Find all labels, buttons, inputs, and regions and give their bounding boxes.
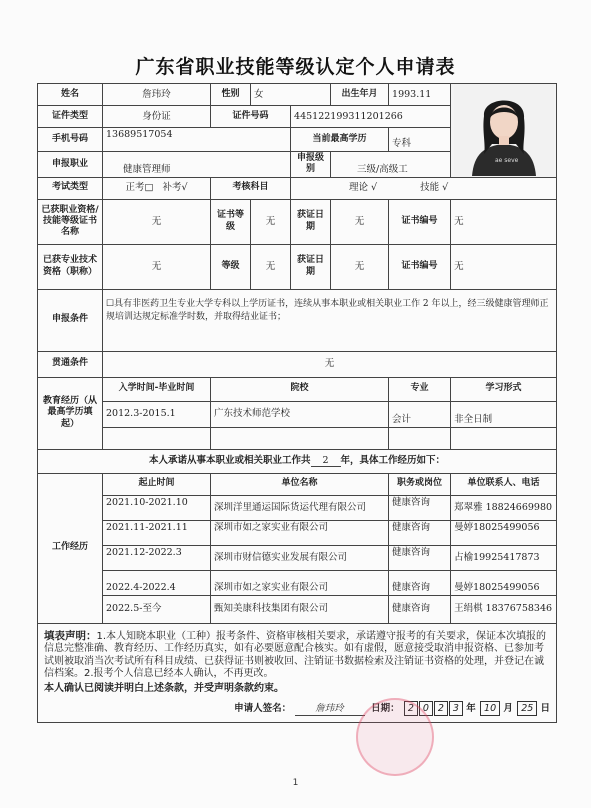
table-row (38, 495, 557, 520)
cert2-date[interactable]: 无 (331, 244, 389, 289)
cert1-date-label: 获证日期 (291, 199, 331, 244)
declaration-heading: 填表声明： (44, 629, 97, 642)
cert1-no[interactable]: 无 (451, 199, 557, 244)
name-value[interactable]: 詹玮玲 (103, 84, 211, 106)
exam-options[interactable] (103, 177, 211, 199)
subject-skill-option[interactable]: 技能 √ (420, 182, 449, 194)
pledge-prefix: 本人承诺从事本职业或相关职业工作共 (149, 454, 311, 466)
work-company[interactable]: 深圳市如之家实业有限公司 (211, 520, 389, 545)
work-period[interactable]: 2021.11-2021.11 (103, 520, 211, 545)
svg-text:ae seve: ae seve (494, 157, 518, 165)
table-row (38, 570, 557, 595)
condition-text[interactable]: ☐具有非医药卫生专业大学专科以上学历证书，连续从事本职业或相关职业工作 2 年以上，经三级健康管理师正规培训达规定标准学时数，并取得结业证书； (103, 289, 557, 351)
exam-label: 考试类型 (38, 177, 103, 199)
work-company[interactable]: 深圳洋里通运国际货运代理有限公司 (211, 495, 389, 520)
cert2-grade[interactable]: 无 (251, 244, 291, 289)
work-company[interactable]: 深圳市如之家实业有限公司 (211, 570, 389, 595)
birth-label: 出生年月 (331, 84, 389, 106)
cert2-grade-label: 等级 (211, 244, 251, 289)
exam-makeup-option[interactable]: 补考√ (162, 182, 188, 194)
level-value[interactable]: 三级/高级工 (331, 152, 451, 178)
work-contact[interactable]: 曼婷18025499056 (451, 570, 557, 595)
work-label: 工作经历 (38, 473, 103, 623)
sign-label: 申请人签名： (234, 703, 292, 714)
applicant-signature[interactable]: 詹玮玲 (295, 703, 365, 716)
gender-label: 性别 (211, 84, 251, 106)
cert1-no-label: 证书编号 (389, 199, 451, 244)
table-row (38, 427, 557, 449)
subject-label: 考核科目 (211, 177, 291, 199)
work-contact[interactable]: 占榆19925417873 (451, 545, 557, 570)
cert2-label: 已获专业技术资格（职称） (38, 244, 103, 289)
work-post[interactable]: 健康咨询 (389, 570, 451, 595)
cert2-name[interactable]: 无 (103, 244, 211, 289)
pledge-suffix: 年，具体工作经历如下： (340, 454, 446, 466)
declaration-confirm: 本人确认已阅读并明白上述条款，并受声明条款约束。 (44, 682, 284, 694)
month-unit: 月 (503, 703, 513, 714)
work-header-period: 起止时间 (103, 473, 211, 495)
work-post[interactable]: 健康咨询 (389, 520, 451, 545)
work-post[interactable]: 健康咨询 (389, 495, 451, 520)
subject-options[interactable] (291, 177, 557, 199)
edu-major[interactable]: 会计 (389, 401, 451, 427)
work-post[interactable]: 健康咨询 (389, 545, 451, 570)
cert1-grade[interactable]: 无 (251, 199, 291, 244)
edu-empty-cell[interactable] (389, 427, 451, 449)
work-post[interactable]: 健康咨询 (389, 595, 451, 623)
portrait-image (454, 84, 554, 176)
date-day[interactable]: 25 (517, 701, 537, 716)
table-row (38, 595, 557, 623)
work-contact[interactable]: 郑翠雅 18824669980 (451, 495, 557, 520)
through-label: 贯通条件 (38, 351, 103, 377)
cert1-date[interactable]: 无 (331, 199, 389, 244)
date-month[interactable]: 10 (480, 701, 500, 716)
edu-header-major: 专业 (389, 377, 451, 401)
declaration-text: 1.本人知晓本职业（工种）报考条件、资格审核相关要求，承诺遵守报考的有关要求，保证本次填报的信息完整准确、教育经历、工作经历真实，如有必要愿意配合核实。如有虚假，愿意接受取消申报资格、已参加考试则被取消当次考试所有科目成绩、已获得证书则被收回、注销证书数据检索及注销证书资格的处理，并登记在诚信档案。2.报考个人信息已经本人确认，不再更改。 (44, 630, 547, 679)
cert1-label: 已获职业资格/技能等级证书名称 (38, 199, 103, 244)
work-header-company: 单位名称 (211, 473, 389, 495)
idno-label: 证件号码 (211, 106, 291, 128)
date-year-digit[interactable]: 2 (404, 701, 418, 716)
edu-header-period: 入学时间-毕业时间 (103, 377, 211, 401)
work-period[interactable]: 2022.5-至今 (103, 595, 211, 623)
pledge-years[interactable]: 2 (311, 455, 341, 468)
condition-label: 申报条件 (38, 289, 103, 351)
edu-header-form: 学习形式 (451, 377, 557, 401)
edu-period[interactable]: 2012.3-2015.1 (103, 401, 211, 427)
work-pledge (38, 449, 557, 473)
job-value[interactable]: 健康管理师 (103, 152, 291, 178)
phone-label: 手机号码 (38, 128, 103, 152)
education-label: 教育经历（从最高学历填起） (38, 377, 103, 449)
edu-header-school: 院校 (211, 377, 389, 401)
day-unit: 日 (540, 703, 551, 714)
cert2-date-label: 获证日期 (291, 244, 331, 289)
idno-value[interactable]: 445122199311201266 (291, 106, 451, 128)
fingerprint-seal (356, 698, 434, 776)
work-period[interactable]: 2021.10-2021.10 (103, 495, 211, 520)
work-contact[interactable]: 王绢棋 18376758346 (451, 595, 557, 623)
cert1-name[interactable]: 无 (103, 199, 211, 244)
work-company[interactable]: 甄知美康科技集团有限公司 (211, 595, 389, 623)
table-row (38, 520, 557, 545)
cert2-no-label: 证书编号 (389, 244, 451, 289)
year-unit: 年 (466, 703, 476, 714)
edu-school[interactable]: 广东技术师范学校 (211, 401, 389, 427)
idtype-label: 证件类型 (38, 106, 103, 128)
date-year-digit[interactable]: 0 (419, 701, 433, 716)
edu-empty-cell[interactable] (103, 427, 211, 449)
birth-value[interactable]: 1993.11 (389, 84, 451, 106)
idtype-value[interactable]: 身份证 (103, 106, 211, 128)
work-header-post: 职务或岗位 (389, 473, 451, 495)
work-header-contact: 单位联系人、电话 (451, 473, 557, 495)
cert1-grade-label: 证书等级 (211, 199, 251, 244)
name-label: 姓名 (38, 84, 103, 106)
edu-empty-cell[interactable] (211, 427, 389, 449)
table-row (38, 401, 557, 427)
work-period[interactable]: 2021.12-2022.3 (103, 545, 211, 570)
job-label: 申报职业 (38, 152, 103, 178)
date-year-digit[interactable]: 3 (449, 701, 463, 716)
table-row (38, 545, 557, 570)
cert2-no[interactable]: 无 (451, 244, 557, 289)
work-contact[interactable]: 曼婷18025499056 (451, 520, 557, 545)
exam-first-option[interactable]: 正考□ (125, 182, 154, 194)
work-company[interactable]: 深圳市财信德实业发展有限公司 (211, 545, 389, 570)
declaration (38, 623, 557, 723)
work-period[interactable]: 2022.4-2022.4 (103, 570, 211, 595)
date-label: 日期： (371, 703, 400, 714)
gender-value[interactable]: 女 (251, 84, 331, 106)
edu-empty-cell[interactable] (451, 427, 557, 449)
phone-value[interactable]: 13689517054 (103, 128, 291, 152)
page-number: 1 (292, 778, 299, 788)
signature-row (44, 701, 550, 716)
application-form (37, 83, 557, 723)
edu-value[interactable]: 专科 (389, 128, 451, 152)
form-title: 广东省职业技能等级认定个人申请表 (135, 56, 456, 78)
edu-form[interactable]: 非全日制 (451, 401, 557, 427)
edu-label: 当前最高学历 (291, 128, 389, 152)
subject-theory-option[interactable]: 理论 √ (349, 182, 378, 194)
date-year-digit[interactable]: 2 (434, 701, 448, 716)
applicant-photo (451, 84, 557, 178)
through-text[interactable]: 无 (103, 351, 557, 377)
level-label: 申报级别 (291, 152, 331, 178)
